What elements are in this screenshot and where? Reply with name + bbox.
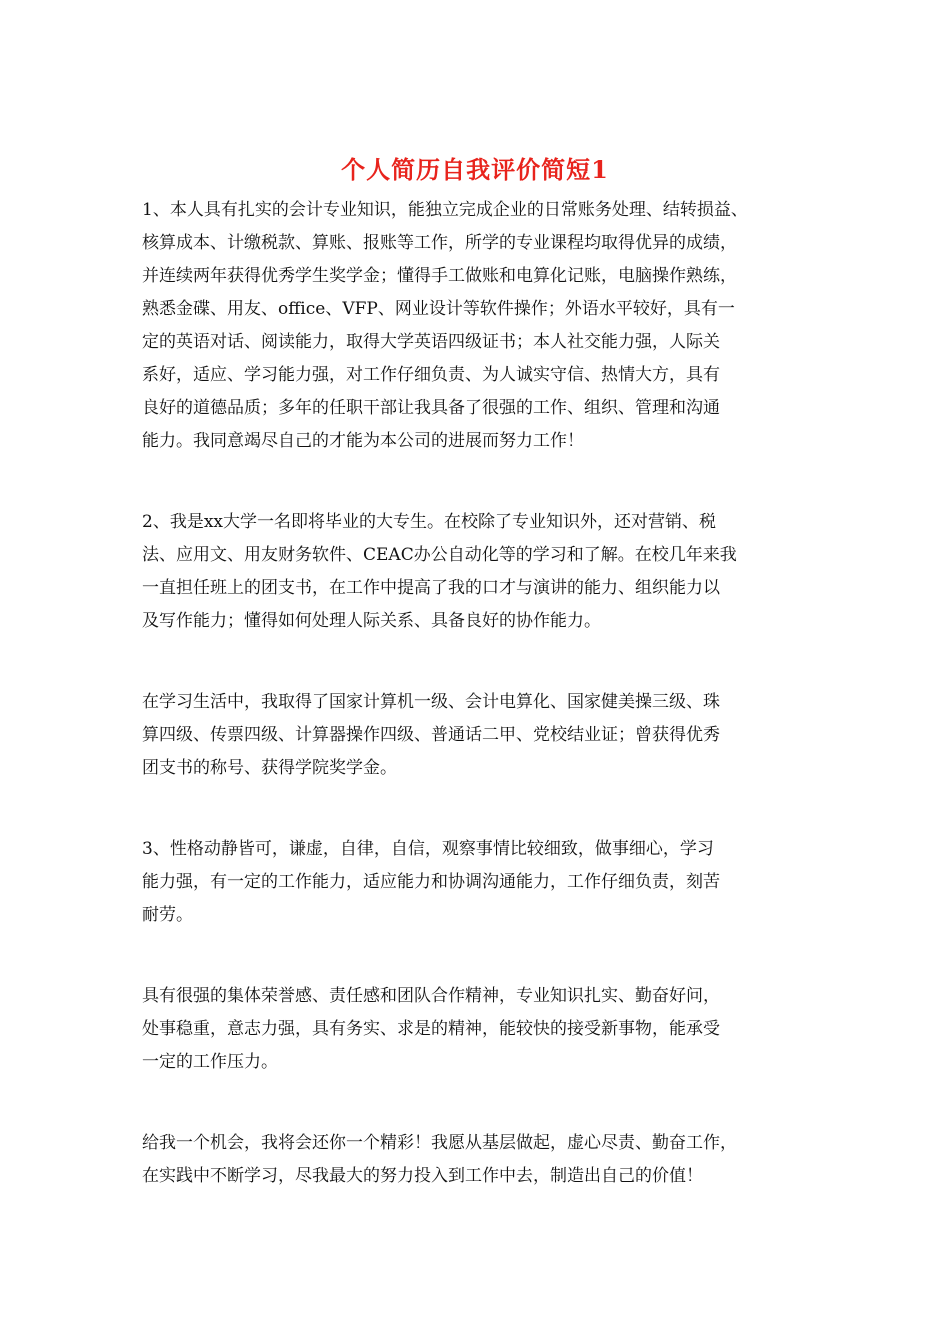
- text-line: 定的英语对话、阅读能力，取得大学英语四级证书；本人社交能力强，人际关: [142, 332, 720, 352]
- paragraph-spacer: [142, 1079, 830, 1127]
- text-line: 耐劳。: [142, 905, 193, 925]
- paragraph-3: [142, 686, 830, 785]
- text-line: 处事稳重，意志力强，具有务实、求是的精神，能较快的接受新事物，能承受: [142, 1019, 720, 1039]
- text-line: 及写作能力；懂得如何处理人际关系、具备良好的协作能力。: [142, 611, 601, 631]
- text-line: 能力强，有一定的工作能力，适应能力和协调沟通能力，工作仔细负责，刻苦: [142, 872, 720, 892]
- text-line: 并连续两年获得优秀学生奖学金；懂得手工做账和电算化记账，电脑操作熟练，: [142, 266, 737, 286]
- text-line: 在实践中不断学习，尽我最大的努力投入到工作中去，制造出自己的价值！: [142, 1166, 703, 1186]
- paragraph-6: [142, 1127, 830, 1193]
- paragraph-spacer: [142, 458, 830, 506]
- text-line: 一定的工作压力。: [142, 1052, 278, 1072]
- text-line: 能力。我同意竭尽自己的才能为本公司的进展而努力工作！: [142, 431, 584, 451]
- paragraph-spacer: [142, 638, 830, 686]
- text-line: 给我一个机会，我将会还你一个精彩！我愿从基层做起，虚心尽责、勤奋工作，: [142, 1133, 737, 1153]
- paragraph-4: [142, 833, 830, 932]
- text-line: 具有很强的集体荣誉感、责任感和团队合作精神，专业知识扎实、勤奋好问，: [142, 986, 720, 1006]
- paragraph-spacer: [142, 932, 830, 980]
- text-line: 法、应用文、用友财务软件、CEAC办公自动化等的学习和了解。在校几年来我: [142, 545, 737, 565]
- text-line: 1、本人具有扎实的会计专业知识，能独立完成企业的日常账务处理、结转损益、: [142, 200, 748, 220]
- text-line: 系好，适应、学习能力强，对工作仔细负责、为人诚实守信、热情大方，具有: [142, 365, 720, 385]
- paragraph-spacer: [142, 785, 830, 833]
- document-body: [142, 194, 830, 1193]
- text-line: 在学习生活中，我取得了国家计算机一级、会计电算化、国家健美操三级、珠: [142, 692, 720, 712]
- text-line: 算四级、传票四级、计算器操作四级、普通话二甲、党校结业证；曾获得优秀: [142, 725, 720, 745]
- page-title: 个人简历自我评价简短1: [341, 155, 609, 184]
- text-line: 熟悉金碟、用友、office、VFP、网业设计等软件操作；外语水平较好，具有一: [142, 299, 735, 319]
- text-line: 团支书的称号、获得学院奖学金。: [142, 758, 397, 778]
- text-line: 核算成本、计缴税款、算账、报账等工作，所学的专业课程均取得优异的成绩，: [142, 233, 737, 253]
- paragraph-2: [142, 506, 830, 638]
- text-line: 良好的道德品质；多年的任职干部让我具备了很强的工作、组织、管理和沟通: [142, 398, 720, 418]
- text-line: 3、性格动静皆可，谦虚，自律，自信，观察事情比较细致，做事细心，学习: [142, 839, 714, 859]
- text-line: 2、我是xx大学一名即将毕业的大专生。在校除了专业知识外，还对营销、税: [142, 512, 716, 532]
- text-line: 一直担任班上的团支书，在工作中提高了我的口才与演讲的能力、组织能力以: [142, 578, 720, 598]
- paragraph-1: [142, 194, 830, 458]
- paragraph-5: [142, 980, 830, 1079]
